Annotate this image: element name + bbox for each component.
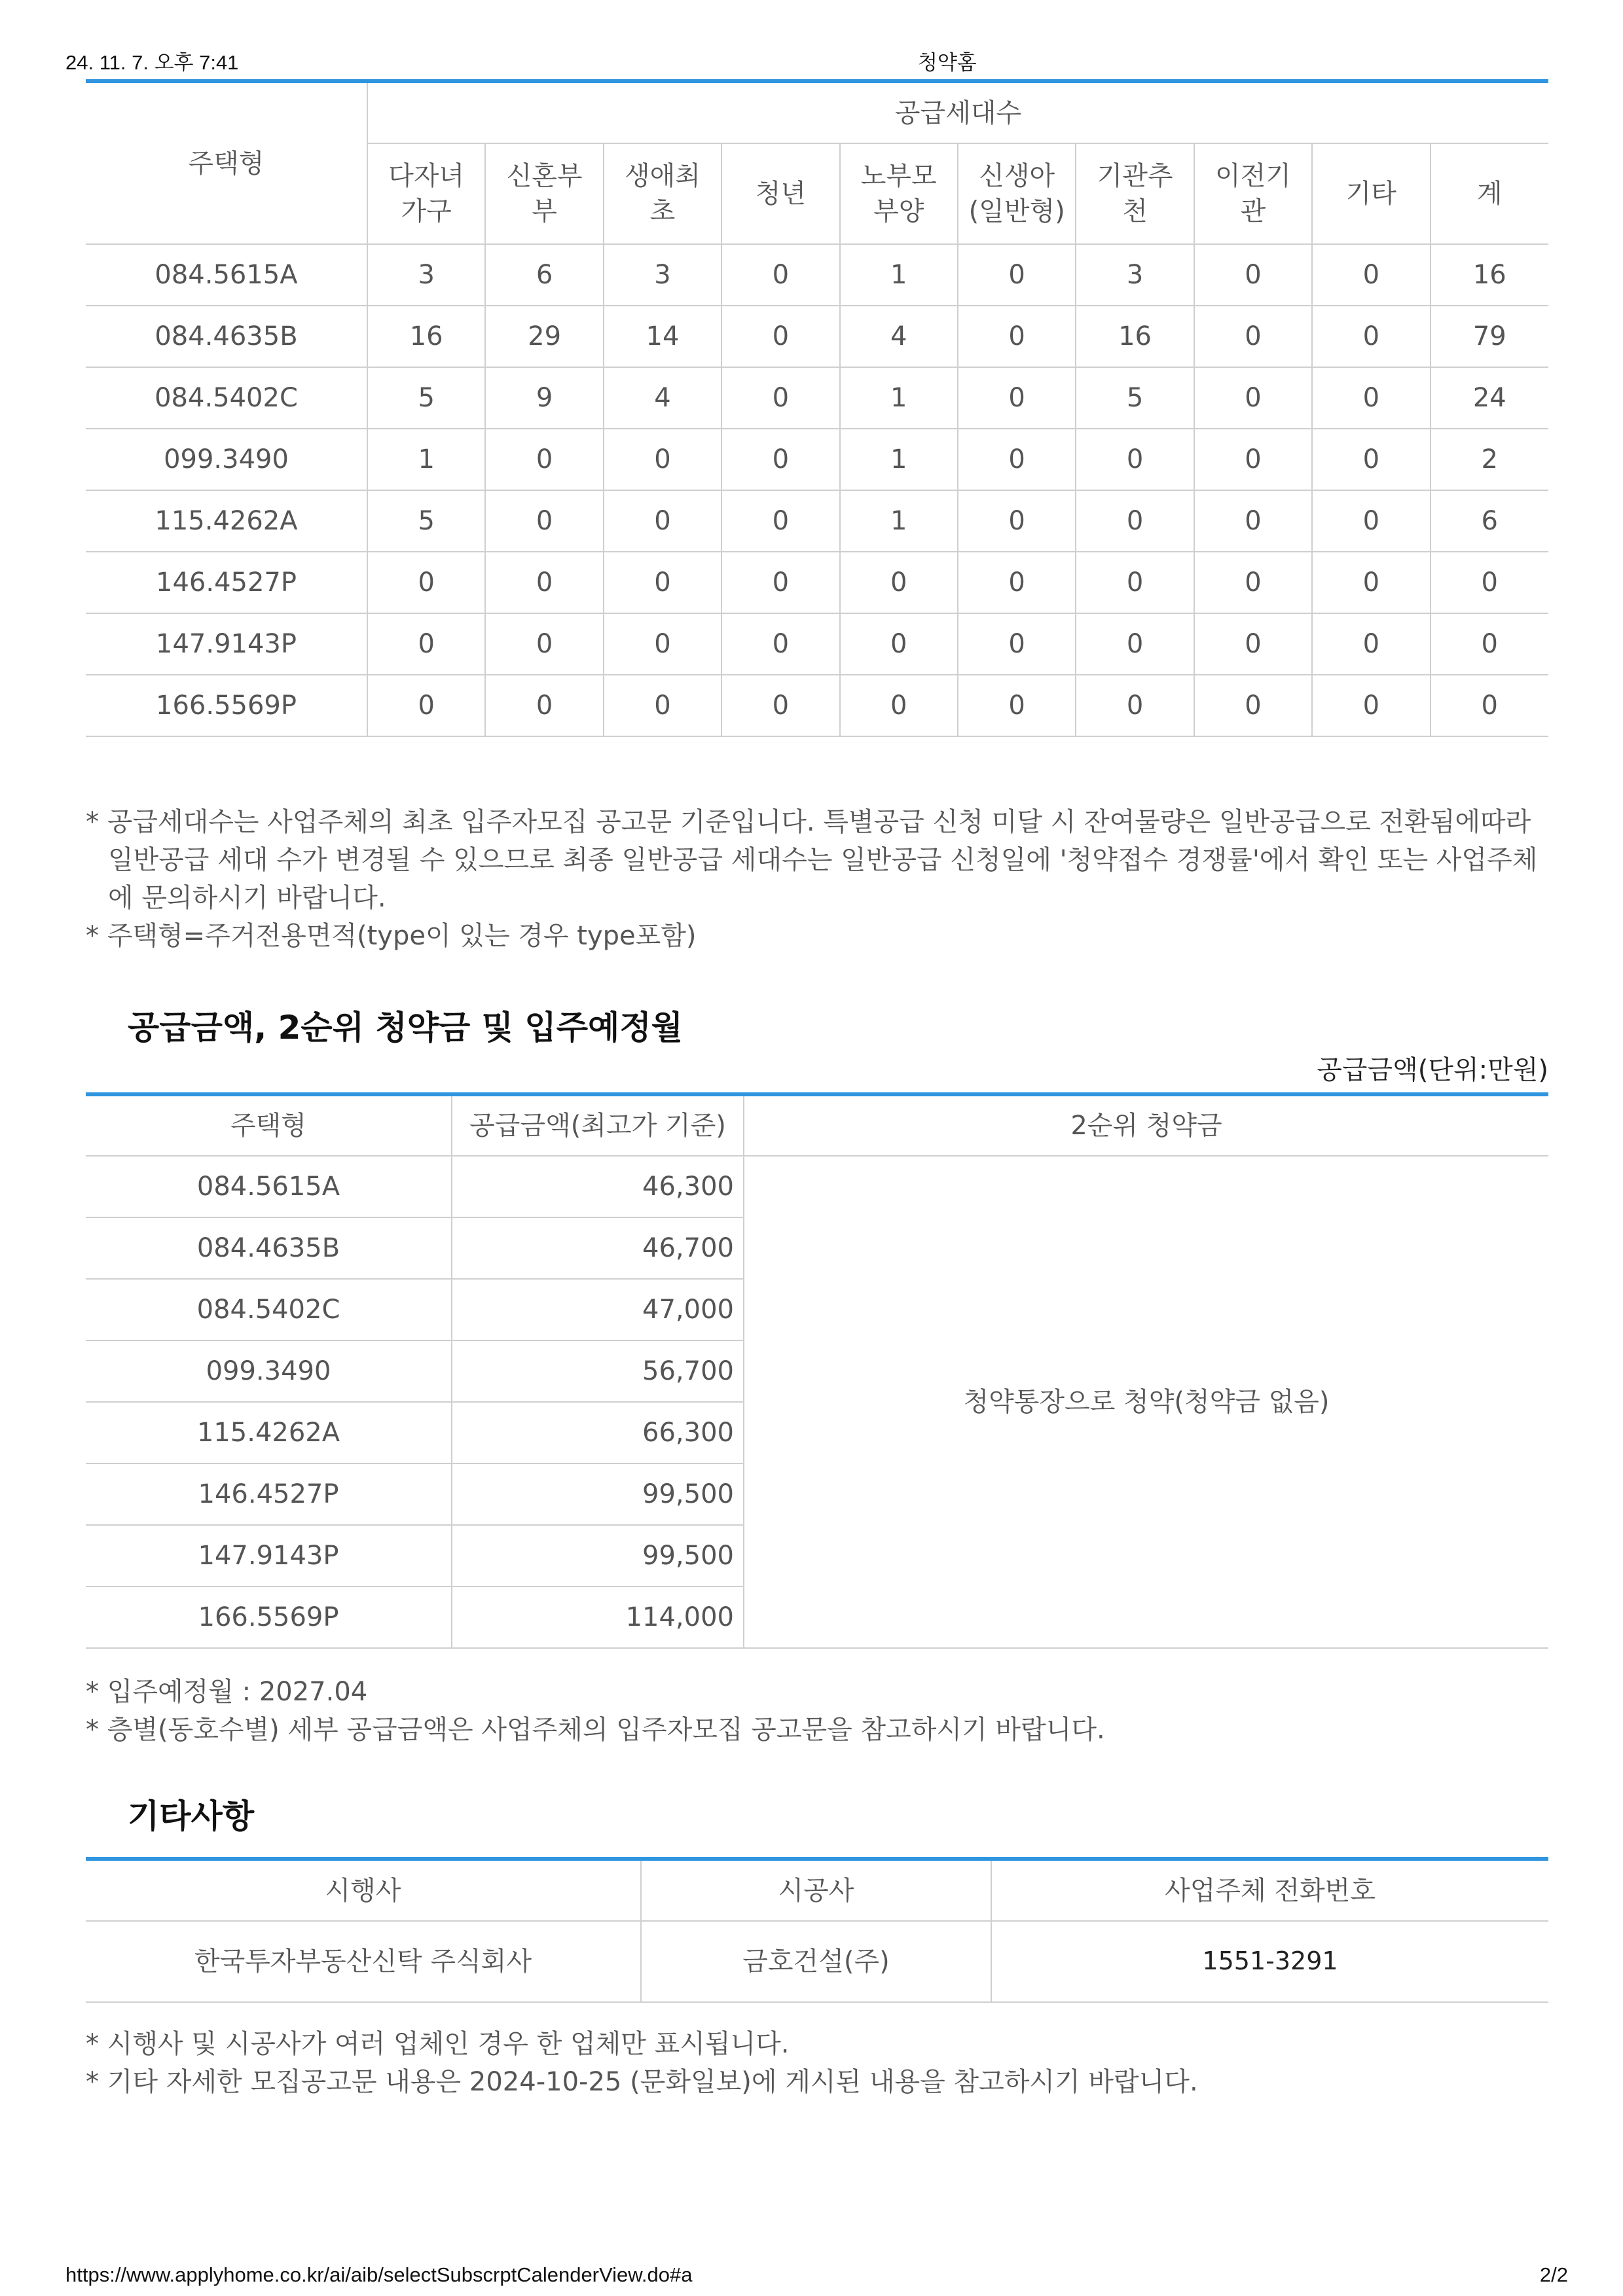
price-notes xyxy=(86,1673,1548,1749)
phone-number: 1551-3291 xyxy=(991,1921,1548,2002)
supply-cell: 0 xyxy=(1076,552,1194,613)
supply-cell: 0 xyxy=(958,675,1076,736)
supply-cell: 0 xyxy=(604,490,721,552)
note-floor-price: * 층별(동호수별) 세부 공급금액은 사업주체의 입주자모집 공고문을 참고하시기 바랍니다. xyxy=(86,1715,1105,1745)
supply-cell: 0 xyxy=(1431,552,1549,613)
supply-cell: 0 xyxy=(1076,429,1194,490)
supply-row-type: 166.5569P xyxy=(86,675,367,736)
supply-cell: 0 xyxy=(1312,244,1430,306)
supply-cell: 0 xyxy=(958,613,1076,675)
supply-cell: 0 xyxy=(721,244,839,306)
supply-cell: 1 xyxy=(367,429,485,490)
deposit-cell: 청약통장으로 청약(청약금 없음) xyxy=(744,1156,1548,1648)
supply-cell: 6 xyxy=(485,244,603,306)
supply-cell: 0 xyxy=(721,552,839,613)
price-table-body xyxy=(86,1156,1548,1648)
supply-cell: 0 xyxy=(485,490,603,552)
supply-cell: 0 xyxy=(1076,675,1194,736)
price-row xyxy=(86,1156,1548,1217)
supply-cell: 0 xyxy=(721,675,839,736)
price-row-type: 147.9143P xyxy=(86,1525,452,1587)
supply-cell: 0 xyxy=(958,552,1076,613)
supply-cell: 0 xyxy=(958,490,1076,552)
supply-cell: 0 xyxy=(1431,613,1549,675)
col-header: 노부모 부양 xyxy=(840,143,958,244)
price-header-type: 주택형 xyxy=(86,1094,452,1156)
supply-cell: 0 xyxy=(604,429,721,490)
price-row-amount: 46,700 xyxy=(452,1217,744,1279)
supply-cell: 1 xyxy=(840,244,958,306)
supply-cell: 0 xyxy=(367,675,485,736)
etc-header-developer: 시행사 xyxy=(86,1859,641,1921)
supply-cell: 0 xyxy=(1076,613,1194,675)
supply-cell: 0 xyxy=(1194,552,1312,613)
supply-cell: 0 xyxy=(1194,675,1312,736)
price-row-amount: 99,500 xyxy=(452,1463,744,1525)
supply-cell: 0 xyxy=(1194,429,1312,490)
supply-cell: 4 xyxy=(604,367,721,429)
note-supply-units: * 공급세대수는 사업주체의 최초 입주자모집 공고문 기준입니다. 특별공급 신청 미달 시 잔여물량은 일반공급으로 전환됨에따라 일반공급 세대 수가 변경될 수 있으므로 최종 일반공급 세대수는 일반공급 신청일에 '청약접수 경쟁률'에서 확인 또는 사업주체에 문의하시기 바랍니다. xyxy=(86,807,1538,913)
supply-cell: 0 xyxy=(958,367,1076,429)
supply-cell: 0 xyxy=(1076,490,1194,552)
price-row-type: 146.4527P xyxy=(86,1463,452,1525)
supply-cell: 14 xyxy=(604,306,721,367)
price-row-type: 084.5402C xyxy=(86,1279,452,1340)
supply-row-type: 146.4527P xyxy=(86,552,367,613)
price-row-type: 084.4635B xyxy=(86,1217,452,1279)
supply-cell: 0 xyxy=(1431,675,1549,736)
etc-table xyxy=(86,1857,1548,2003)
price-row-type: 084.5615A xyxy=(86,1156,452,1217)
supply-row xyxy=(86,552,1548,613)
supply-cell: 3 xyxy=(367,244,485,306)
supply-cell: 0 xyxy=(1312,490,1430,552)
supply-cell: 0 xyxy=(485,552,603,613)
supply-cell: 0 xyxy=(485,675,603,736)
price-row-amount: 114,000 xyxy=(452,1587,744,1648)
supply-cell: 0 xyxy=(721,613,839,675)
supply-cell: 0 xyxy=(485,613,603,675)
supply-cell: 0 xyxy=(1312,613,1430,675)
supply-cell: 5 xyxy=(1076,367,1194,429)
supply-cell: 0 xyxy=(958,306,1076,367)
etc-section-title: 기타사항 xyxy=(128,1797,255,1835)
supply-cell: 0 xyxy=(721,429,839,490)
supply-cell: 0 xyxy=(604,675,721,736)
price-row-type: 166.5569P xyxy=(86,1587,452,1648)
supply-cell: 0 xyxy=(1312,429,1430,490)
col-header: 이전기 관 xyxy=(1194,143,1312,244)
supply-cell: 79 xyxy=(1431,306,1549,367)
supply-row xyxy=(86,306,1548,367)
col-header: 신생아 (일반형) xyxy=(958,143,1076,244)
note-housing-type: * 주택형=주거전용면적(type이 있는 경우 type포함) xyxy=(86,921,697,951)
supply-row xyxy=(86,367,1548,429)
supply-cell: 4 xyxy=(840,306,958,367)
supply-cell: 24 xyxy=(1431,367,1549,429)
supply-cell: 0 xyxy=(367,613,485,675)
supply-cell: 0 xyxy=(840,675,958,736)
price-row-amount: 66,300 xyxy=(452,1402,744,1463)
price-row-type: 115.4262A xyxy=(86,1402,452,1463)
supply-cell: 0 xyxy=(958,429,1076,490)
price-row-amount: 47,000 xyxy=(452,1279,744,1340)
price-row-amount: 56,700 xyxy=(452,1340,744,1402)
supply-cell: 0 xyxy=(958,244,1076,306)
price-row-amount: 46,300 xyxy=(452,1156,744,1217)
supply-cell: 0 xyxy=(1312,552,1430,613)
price-header-deposit: 2순위 청약금 xyxy=(744,1094,1548,1156)
supply-cell: 3 xyxy=(1076,244,1194,306)
supply-notes xyxy=(86,803,1548,955)
supply-count-table xyxy=(86,79,1548,737)
supply-cell: 0 xyxy=(721,367,839,429)
supply-cell: 0 xyxy=(840,613,958,675)
price-row-amount: 99,500 xyxy=(452,1525,744,1587)
supply-cell: 9 xyxy=(485,367,603,429)
supply-cell: 0 xyxy=(1312,367,1430,429)
col-header: 생애최 초 xyxy=(604,143,721,244)
supply-table-body xyxy=(86,244,1548,736)
col-header: 청년 xyxy=(721,143,839,244)
supply-row-type: 099.3490 xyxy=(86,429,367,490)
col-header: 신혼부 부 xyxy=(485,143,603,244)
supply-row xyxy=(86,490,1548,552)
supply-cell: 0 xyxy=(1194,613,1312,675)
col-header: 다자녀 가구 xyxy=(367,143,485,244)
supply-cell: 5 xyxy=(367,490,485,552)
supply-cell: 1 xyxy=(840,490,958,552)
col-header: 기관추 천 xyxy=(1076,143,1194,244)
supply-cell: 29 xyxy=(485,306,603,367)
col-header: 계 xyxy=(1431,143,1549,244)
supply-cell: 0 xyxy=(721,490,839,552)
constructor-name: 금호건설(주) xyxy=(641,1921,991,2002)
supply-cell: 16 xyxy=(1431,244,1549,306)
price-section-title: 공급금액, 2순위 청약금 및 입주예정월 xyxy=(128,1009,683,1047)
supply-row-type: 084.5615A xyxy=(86,244,367,306)
supply-cell: 0 xyxy=(1194,490,1312,552)
col-header: 기타 xyxy=(1312,143,1430,244)
supply-row xyxy=(86,244,1548,306)
etc-notes xyxy=(86,2025,1548,2101)
supply-cell: 2 xyxy=(1431,429,1549,490)
supply-cell: 0 xyxy=(1194,244,1312,306)
supply-cell: 1 xyxy=(840,367,958,429)
note-move-in-month: * 입주예정월 : 2027.04 xyxy=(86,1677,368,1707)
price-unit-label: 공급금액(단위:만원) xyxy=(1317,1055,1548,1085)
supply-cell: 1 xyxy=(840,429,958,490)
header-housing-type: 주택형 xyxy=(86,81,367,244)
supply-row xyxy=(86,429,1548,490)
print-page-number: 2/2 xyxy=(1539,2263,1568,2286)
header-supply-units: 공급세대수 xyxy=(367,81,1548,143)
print-url: https://www.applyhome.co.kr/ai/aib/selectSubscrptCalenderView.do#a xyxy=(65,2263,693,2286)
supply-cell: 0 xyxy=(1194,306,1312,367)
supply-row-type: 084.5402C xyxy=(86,367,367,429)
price-header-amount: 공급금액(최고가 기준) xyxy=(452,1094,744,1156)
supply-cell: 0 xyxy=(1312,306,1430,367)
supply-row-type: 084.4635B xyxy=(86,306,367,367)
supply-cell: 5 xyxy=(367,367,485,429)
etc-header-phone: 사업주체 전화번호 xyxy=(991,1859,1548,1921)
price-table xyxy=(86,1092,1548,1649)
supply-row-type: 115.4262A xyxy=(86,490,367,552)
note-multiple-companies: * 시행사 및 시공사가 여러 업체인 경우 한 업체만 표시됩니다. xyxy=(86,2029,790,2059)
note-announcement-details: * 기타 자세한 모집공고문 내용은 2024-10-25 (문화일보)에 게시된 내용을 참고하시기 바랍니다. xyxy=(86,2067,1198,2097)
print-datetime: 24. 11. 7. 오후 7:41 xyxy=(65,51,239,74)
supply-row-type: 147.9143P xyxy=(86,613,367,675)
supply-cell: 0 xyxy=(721,306,839,367)
supply-cell: 6 xyxy=(1431,490,1549,552)
supply-cell: 0 xyxy=(485,429,603,490)
supply-row xyxy=(86,675,1548,736)
supply-cell: 3 xyxy=(604,244,721,306)
supply-cell: 0 xyxy=(1194,367,1312,429)
supply-cell: 16 xyxy=(367,306,485,367)
supply-cell: 0 xyxy=(840,552,958,613)
supply-cell: 16 xyxy=(1076,306,1194,367)
developer-name: 한국투자부동산신탁 주식회사 xyxy=(86,1921,641,2002)
etc-header-constructor: 시공사 xyxy=(641,1859,991,1921)
supply-cell: 0 xyxy=(367,552,485,613)
supply-cell: 0 xyxy=(604,552,721,613)
supply-cell: 0 xyxy=(604,613,721,675)
price-row-type: 099.3490 xyxy=(86,1340,452,1402)
supply-row xyxy=(86,613,1548,675)
print-page-title: 청약홈 xyxy=(918,51,977,74)
supply-cell: 0 xyxy=(1312,675,1430,736)
